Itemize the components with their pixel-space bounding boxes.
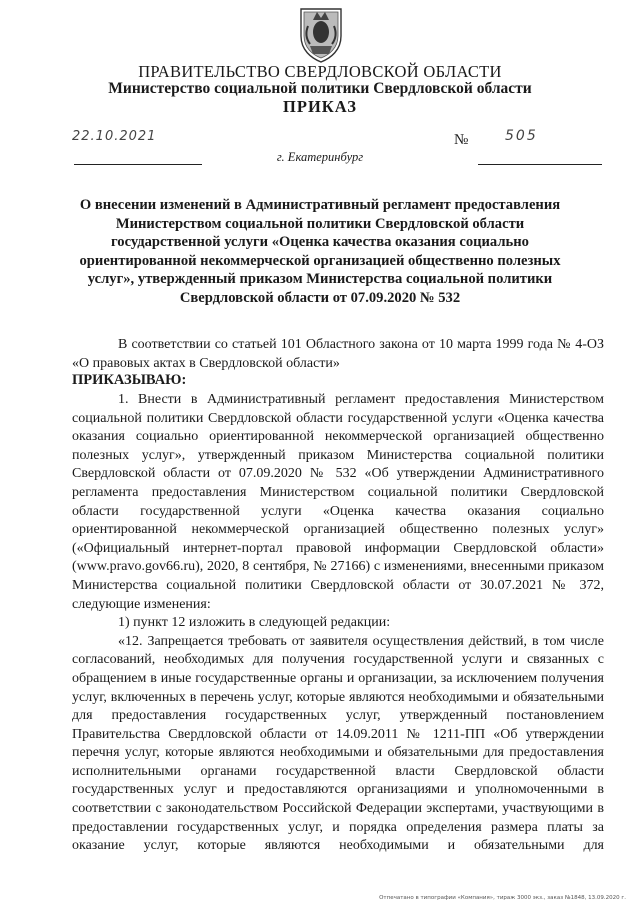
subitem-1-paragraph: 1) пункт 12 изложить в следующей редакции: bbox=[118, 615, 391, 631]
order-body bbox=[72, 391, 604, 856]
government-title: ПРАВИТЕЛЬСТВО СВЕРДЛОВСКОЙ ОБЛАСТИ bbox=[138, 62, 502, 81]
ministry-title: Министерство социальной политики Свердловской области bbox=[108, 80, 532, 97]
document-type: ПРИКАЗ bbox=[283, 97, 357, 116]
document-city: г. Екатеринбург bbox=[276, 150, 364, 164]
document-title: О внесении изменений в Административный регламент предоставления Министерством социальной политики Свердловской области государственной услуги «Оценка качества оказания социально ориентированной некоммерческой организацией общественно полезных услуг», утвержденный приказом Министерства социальной политики Свердловской области от 07.09.2020 № 532 bbox=[79, 197, 561, 306]
clause-12-paragraph: «12. Запрещается требовать от заявителя осуществления действий, в том числе согласований, необходимых для получения государственной услуги и связанных с обращением в иные государственные органы и организации, за исключением получения услуг, включенных в перечень услуг, которые являются необходимыми и обязательными для предоставления государственных услуг, утвержденный постановлением Правительства Свердловской области от 14.09.2011 № 1211-ПП «Об утверждении перечня услуг, которые являются необходимыми и обязательными для предоставления исполнительными органами государственной власти Свердловской области государственных услуг и предоставляются организациями и уполномоченными в соответствии с законодательством Российской Федерации экспертами, участвующими в предоставлении государственных услуг, и порядка определения размера платы за оказание услуг, которые являются необходимыми и обязательными для bbox=[72, 633, 604, 854]
order-word: ПРИКАЗЫВАЮ: bbox=[72, 372, 187, 388]
document-number: 505 bbox=[505, 128, 538, 144]
item-1-paragraph: 1. Внести в Административный регламент предоставления Министерством социальной политики Свердловской области государственной услуги «Оценка качества оказания социально ориентированной некоммерческой организацией общественно полезных услуг», утвержденный приказом Министерства социальной политики Свердловской области от 07.09.2020 № 532 «Об утверждении Административного регламента предоставления Министерством социальной политики Свердловской области государственной услуги «Оценка качества оказания социально ориентированной некоммерческой организацией общественно полезных услуг» («Официальный интернет-портал правовой информации Свердловской области» (www.pravo.gov66.ru), 2020, 8 сентября, № 27166) с изменениями, внесенными приказом Министерства социальной политики Свердловской области от 30.07.2021 № 372, следующие изменения: bbox=[72, 392, 604, 612]
number-label: № bbox=[454, 132, 469, 148]
preamble-paragraph: В соответствии со статьей 101 Областного закона от 10 марта 1999 года № 4-ОЗ «О правовых актах в Свердловской области» bbox=[72, 337, 604, 371]
coat-of-arms-icon bbox=[298, 6, 344, 64]
print-footer: Отпечатано в типографии «Компания», тираж 3000 экз., заказ №1848, 13.09.2020 г. bbox=[379, 895, 626, 901]
document-date: 22.10.2021 bbox=[72, 129, 157, 144]
